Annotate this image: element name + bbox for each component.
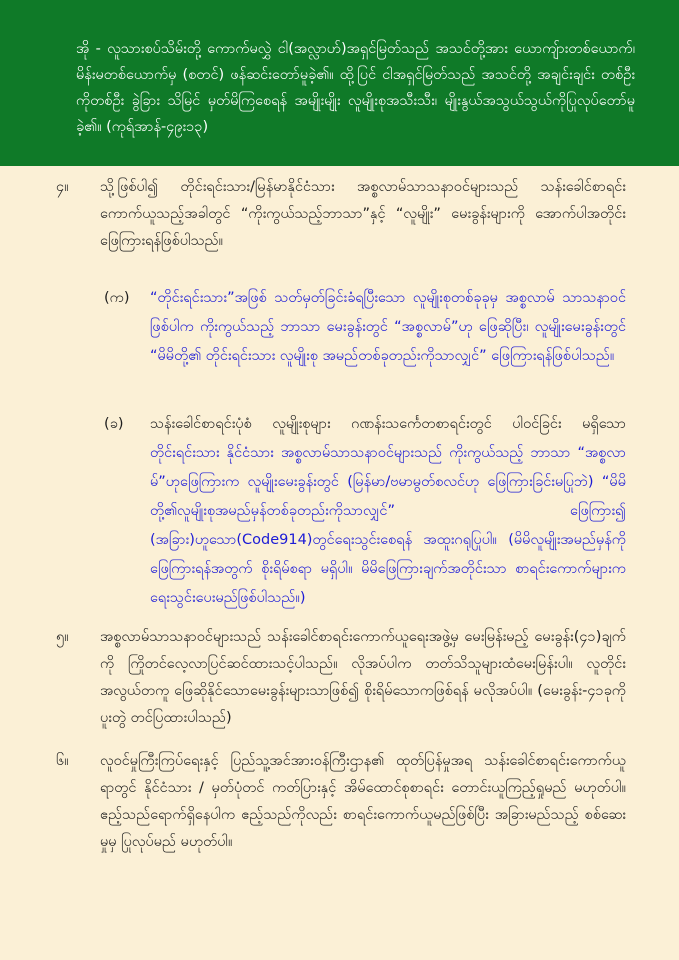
subitem-kha [104,410,626,613]
subitem-ka [104,284,626,371]
subitem-text: “တိုင်းရင်းသား”အဖြစ် သတ်မှတ်ခြင်းခံရပြီးသော လူမျိုးစုတစ်ခုခုမှ အစ္စလာမ် သာသနာဝင်ဖြစ်ပါက ကိုးကွယ်သည့် ဘာသာ မေးခွန်းတွင် “အစ္စလာမ်”ဟု ဖြေဆိုပြီး၊ လူမျိုးမေးခွန်းတွင် “မိမိတို့၏ တိုင်းရင်းသား လူမျိုးစု အမည်တစ်ခုတည်းကိုသာလျှင်” ဖြေကြားရန်ဖြစ်ပါသည်။ [150,290,626,364]
subitem-text-detail: တိုင်းရင်းသား နိုင်ငံသား အစ္စလာမ်သာသနာဝင်များသည် ကိုးကွယ်သည့် ဘာသာ “အစ္စလာမ်”ဟုဖြေကြားက လူမျိုးမေးခွန်းတွင် (မြန်မာ/ဗမာမွတ်စလင်ဟု ဖြေကြားခြင်းမပြုဘဲ) “မိမိတို့၏လူမျိုးစုအမည်မှန်တစ်ခုတည်းကိုသာလျှင်” ဖြေကြား၍ (အခြား)ဟူသော(Code914)တွင်ရေးသွင်းစေရန် အထူးဂရုပြုပါ။ (မိမိလူမျိုးအမည်မှန်ကို ဖြေကြားရန်အတွက် စိုးရိမ်စရာ မရှိပါ။ မိမိဖြေကြားချက်အတိုင်းသာ စာရင်းကောက်များက ရေးသွင်းပေးမည်ဖြစ်ပါသည်။) [150,445,626,606]
quote-banner [0,0,679,166]
subitem-marker: (က) [104,290,130,306]
item-text: အစ္စလာမ်သာသနာဝင်များသည် သန်းခေါင်စာရင်းကောက်ယူရေးအဖွဲ့မှ မေးမြန်းမည့် မေးခွန်း(၄၁)ချက်ကို ကြိုတင်လေ့လာပြင်ဆင်ထားသင့်ပါသည်။ လိုအပ်ပါက တတ်သိသူများထံမေးမြန်းပါ။ လူတိုင်းအလွယ်တကူ ဖြေဆိုနိုင်သောမေးခွန်းများသာဖြစ်၍ စိုးရိမ်သောကဖြစ်ရန် မလိုအပ်ပါ။ (မေးခွန်း-၄၁ခုကို ပူးတွဲ တင်ပြထားပါသည်) [100,629,626,726]
quote-text: အို - လူသားစပ်သိမ်းတို့ ကောက်မလွှဲ ငါ(အလ္လာဟ်)အရှင်မြတ်သည် အသင်တို့အား ယောကျ်ားတစ်ယောက်၊ မိန်းမတစ်ယောက်မှ (စတင်) ဖန်ဆင်းတော်မူခဲ့၏။ ထို့ပြင် ငါအရှင်မြတ်သည် အသင်တို့ အချင်းချင်း တစ်ဦးကိုတစ်ဦး ခွဲခြား သိမြင် မှတ်မိကြစေရန် အမျိုးမျိုး လူမျိုးစုအသီးသီး၊ မျိုးနွယ်အသွယ်သွယ်ကိုပြုလုပ်တော်မူခဲ့၏။ (ကုရ်အာန်-၄၉း၁၃) [76,41,635,135]
list-item-4 [56,174,626,255]
item-number: ၄။ [56,179,69,195]
item-text: သို့ဖြစ်ပါ၍ တိုင်းရင်းသား/မြန်မာနိုင်ငံသား အစ္စလာမ်သာသနာဝင်များသည် သန်းခေါင်စာရင်းကောက်ယူသည့်အခါတွင် “ကိုးကွယ်သည့်ဘာသာ”နှင့် “လူမျိုး” မေးခွန်းများကို အောက်ပါအတိုင်း ဖြေကြားရန်ဖြစ်ပါသည်။ [100,179,626,249]
item-text: လူဝင်မှုကြီးကြပ်ရေးနှင့် ပြည်သူ့အင်အားဝန်ကြီးဌာန၏ ထုတ်ပြန်မှုအရ သန်းခေါင်စာရင်းကောက်ယူရာတွင် နိုင်ငံသား / မှတ်ပုံတင် ကတ်ပြားနှင့် အိမ်ထောင်စုစာရင်း တောင်းယူကြည့်ရှုမည် မဟုတ်ပါ။ ဧည့်သည်ရောက်ရှိနေပါက ဧည့်သည်ကိုလည်း စာရင်းကောက်ယူမည်ဖြစ်ပြီး အခြားမည်သည့် စစ်ဆေးမှုမှ ပြုလုပ်မည် မဟုတ်ပါ။ [100,753,626,850]
subitem-text-intro: သန်းခေါင်စာရင်းပုံစံ လူမျိုးစုများ ဂဏန်းသင်္ကေတစာရင်းတွင် ပါဝင်ခြင်း မရှိသော [150,416,626,432]
item-number: ၆။ [56,753,69,769]
subitem-text [150,410,626,613]
list-item-6 [56,748,626,856]
subitem-marker: (ခ) [104,416,124,432]
item-number: ၅။ [56,629,69,645]
list-item-5 [56,624,626,732]
